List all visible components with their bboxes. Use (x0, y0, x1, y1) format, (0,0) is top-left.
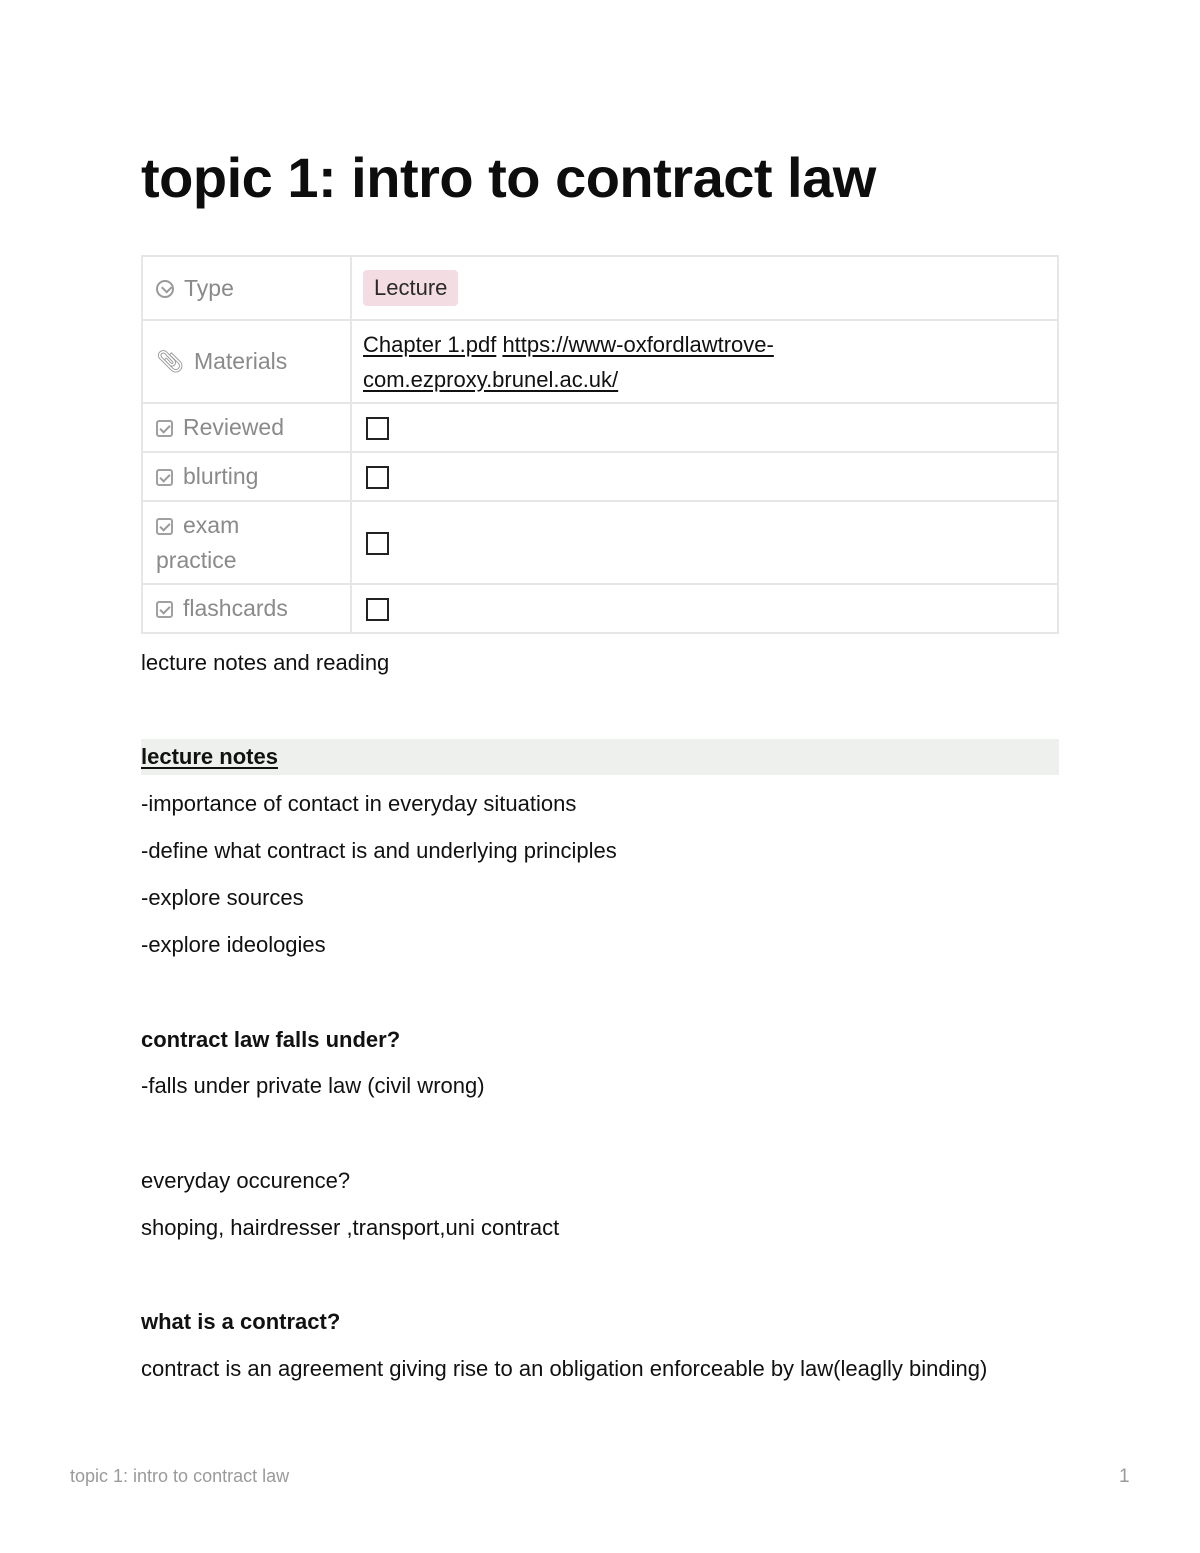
footer-title: topic 1: intro to contract law (70, 1466, 290, 1486)
property-value-blurting (351, 452, 1058, 501)
property-row-flashcards (142, 584, 1058, 633)
property-label-type: Type (142, 256, 351, 320)
property-label-exam-practice: exam practice (142, 501, 351, 584)
select-icon (156, 280, 174, 298)
properties-table (141, 255, 1059, 634)
checkbox-property-icon (156, 518, 173, 535)
everyday-question: everyday occurence? (141, 1168, 351, 1193)
property-label-materials: 📎︎ Materials (142, 320, 351, 403)
page-number: 1 (1119, 1466, 1130, 1487)
property-row-reviewed (142, 403, 1058, 452)
property-value-reviewed (351, 403, 1058, 452)
intro-text: lecture notes and reading (141, 650, 390, 675)
type-tag[interactable]: Lecture (363, 270, 458, 306)
property-value-exam-practice (351, 501, 1058, 584)
what-is-text: contract is an agreement giving rise to an obligation enforceable by law(leaglly binding) (141, 1356, 988, 1381)
list-item: -importance of contact in everyday situations (141, 791, 577, 816)
property-label-reviewed: Reviewed (142, 403, 351, 452)
falls-under-text: -falls under private law (civil wrong) (141, 1073, 485, 1098)
property-row-exam-practice (142, 501, 1058, 584)
property-value-flashcards (351, 584, 1058, 633)
checkbox-property-icon (156, 469, 173, 486)
what-is-heading: what is a contract? (141, 1309, 341, 1334)
falls-under-heading: contract law falls under? (141, 1027, 401, 1052)
list-item: -explore sources (141, 885, 304, 910)
heading-highlight (141, 739, 1059, 775)
flashcards-checkbox[interactable] (366, 598, 389, 621)
property-row-materials (142, 320, 1058, 403)
file-link[interactable]: Chapter 1.pdf (363, 331, 497, 357)
list-item: -explore ideologies (141, 932, 326, 957)
list-item: -define what contract is and underlying principles (141, 838, 617, 863)
everyday-answer: shoping, hairdresser ,transport,uni contract (141, 1215, 560, 1240)
property-value-materials (351, 320, 1058, 403)
url-link[interactable]: https://www-oxfordlawtrove- (502, 331, 774, 357)
property-label-blurting: blurting (142, 452, 351, 501)
property-row-blurting (142, 452, 1058, 501)
page-title: topic 1: intro to contract law (141, 146, 876, 209)
paperclip-icon: 📎︎ (156, 349, 184, 374)
checkbox-property-icon (156, 420, 173, 437)
url-link-continued[interactable]: com.ezproxy.brunel.ac.uk/ (363, 366, 619, 392)
property-label-flashcards: flashcards (142, 584, 351, 633)
blurting-checkbox[interactable] (366, 466, 389, 489)
checkbox-property-icon (156, 601, 173, 618)
property-row-type (142, 256, 1058, 320)
reviewed-checkbox[interactable] (366, 417, 389, 440)
lecture-notes-heading: lecture notes (141, 744, 278, 769)
exam-practice-checkbox[interactable] (366, 532, 389, 555)
property-value-type[interactable] (351, 256, 1058, 320)
